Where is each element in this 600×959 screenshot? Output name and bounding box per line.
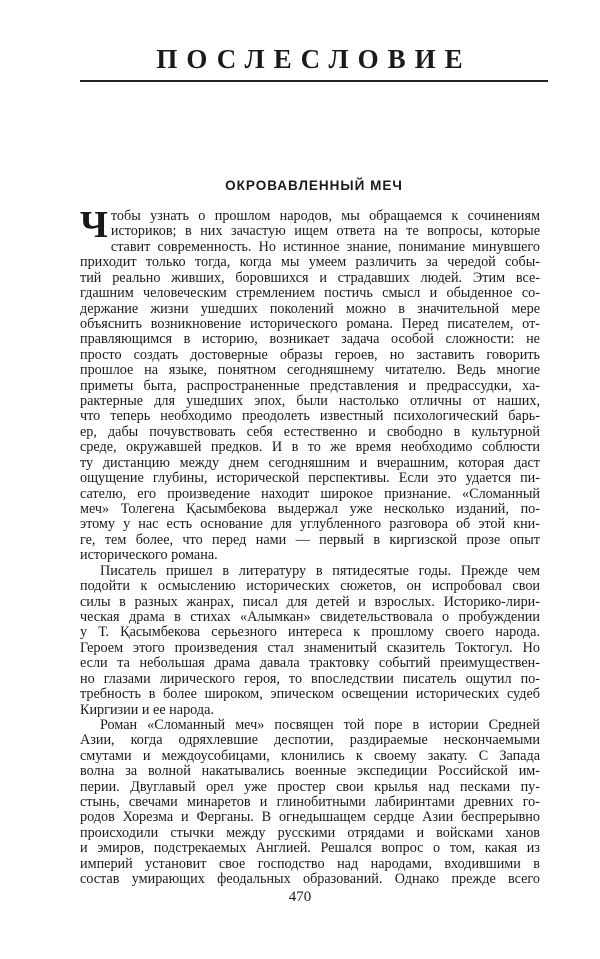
text-line: что теперь необходимо преодолеть известный психологический барь- (80, 408, 540, 425)
text-line: тобы узнать о прошлом народов, мы обращаемся к сочинениям (110, 208, 540, 224)
text-line: ставит современность. Но истинное знание, понимание минувшего (110, 238, 540, 255)
text-line: но глазами лирического героя, то впоследствии писатель ощутил по- (80, 670, 540, 687)
text-line: среде, окружавшей предков. И в то же время необходимо соблюсти (80, 439, 540, 456)
text-line: подойти к осмыслению исторических сюжетов, он испробовал свои (80, 578, 540, 595)
text-line: приходит только тогда, когда мы умеем различить за чередой собы- (80, 254, 540, 271)
text-line: смутами и междоусобицами, клонились к своему закату. С Запада (80, 747, 540, 764)
text-line: гдашним человеческим стремлением постичь смысл и обыденное со- (80, 285, 540, 302)
text-line: этому у нас есть основание для углубленного разговора об этой кни- (80, 516, 540, 533)
text-line: сателю, его произведение находит широкое признание. «Сломанный (80, 485, 540, 502)
page-number: 470 (288, 889, 312, 905)
text-line: рактерные для ушедших эпох, были настолько отличны от наших, (80, 393, 540, 410)
chapter-title: ПОСЛЕСЛОВИЕ (156, 44, 472, 74)
text-line: Писатель пришел в литературу в пятидесятые годы. Прежде чем (100, 562, 540, 579)
paragraph (80, 564, 540, 718)
text-line: Роман «Сломанный меч» посвящен той поре в истории Средней (100, 716, 540, 733)
text-line: Азии, когда одряхлевшие деспотии, раздираемые нескончаемыми (80, 732, 540, 749)
text-line: исторического романа. (80, 547, 218, 564)
text-line: Киргизии и ее народа. (80, 701, 214, 718)
text-line: правляющимся в историю, возникает задача особой сложности: не (80, 331, 540, 348)
text-line: объяснить возникновение исторического романа. Перед писателем, от- (80, 315, 540, 332)
text-line: перии. Двуглавый орел уже простер свои крылья над песками пу- (80, 778, 540, 795)
text-line: ге, тем более, что перед нами — первый в киргизской прозе опыт (80, 531, 540, 548)
body-text (80, 204, 540, 888)
text-line: состав умирающих феодальных образований. Однако прежде всего (80, 871, 540, 888)
text-line: волна за волной накатывались военные экспедиции Российской им- (80, 763, 540, 780)
text-line: империй установит свое господство над народами, входившими в (80, 855, 540, 872)
text-line: Героем этого произведения стал знаменитый сказитель Токтогул. Но (80, 639, 540, 656)
text-line: стынь, свечами минаретов и глинобитными лабиринтами древних го- (80, 794, 540, 811)
text-line: меч» Толегена Қасымбекова выдержал уже несколько изданий, по- (80, 501, 540, 518)
text-line: прошлое на языке, понятном сегодняшнему читателю. Ведь многие (80, 362, 540, 379)
text-line: силы в разных жанрах, писал для детей и взрослых. Историко-лири- (80, 593, 540, 610)
text-line: если та небольшая драма давала трактовку событий преимуществен- (80, 655, 540, 672)
text-line: ту дистанцию между днем сегодняшним и вчерашним, которая даст (80, 454, 540, 471)
drop-cap: Ч (80, 204, 108, 246)
text-line: и эмиров, подстрекаемых Англией. Решался вопрос о том, какая из (80, 840, 540, 857)
text-line: происходили стычки между русскими отрядами и войсками ханов (80, 824, 540, 841)
text-line: историков; в них зачастую ищем ответа на те вопросы, которые (110, 223, 540, 240)
paragraph (80, 204, 540, 564)
text-line: родов Хорезма и Ферганы. В огнедышащем сердце Азии беспрерывно (80, 809, 540, 826)
text-line: просто создать достоверные образы героев, но заставить говорить (80, 346, 540, 363)
text-line: держание жизни ушедших поколений можно в значительной мере (80, 300, 540, 317)
text-line: требность в более широком, эпическом освещении исторических судеб (80, 686, 540, 703)
text-line: тий реально живших, боровшихся и страдавших людей. Этим все- (80, 269, 540, 286)
text-line: у Т. Қасымбекова серьезного интереса к прошлому своего народа. (80, 624, 540, 641)
title-rule (80, 80, 548, 82)
paragraph (80, 718, 540, 888)
section-title: ОКРОВАВЛЕННЫЙ МЕЧ (225, 178, 403, 193)
text-line: ощущение глубины, исторической перспективы. Если это удается пи- (80, 470, 540, 487)
text-line: приметы быта, распространенные представления и предрассудки, ха- (80, 377, 540, 394)
text-line: ер, дабы почувствовать себя естественно и свободно в культурной (80, 423, 540, 440)
text-line: ческая драма в стихах «Алымкан» свидетельствовала о пробуждении (80, 608, 540, 625)
